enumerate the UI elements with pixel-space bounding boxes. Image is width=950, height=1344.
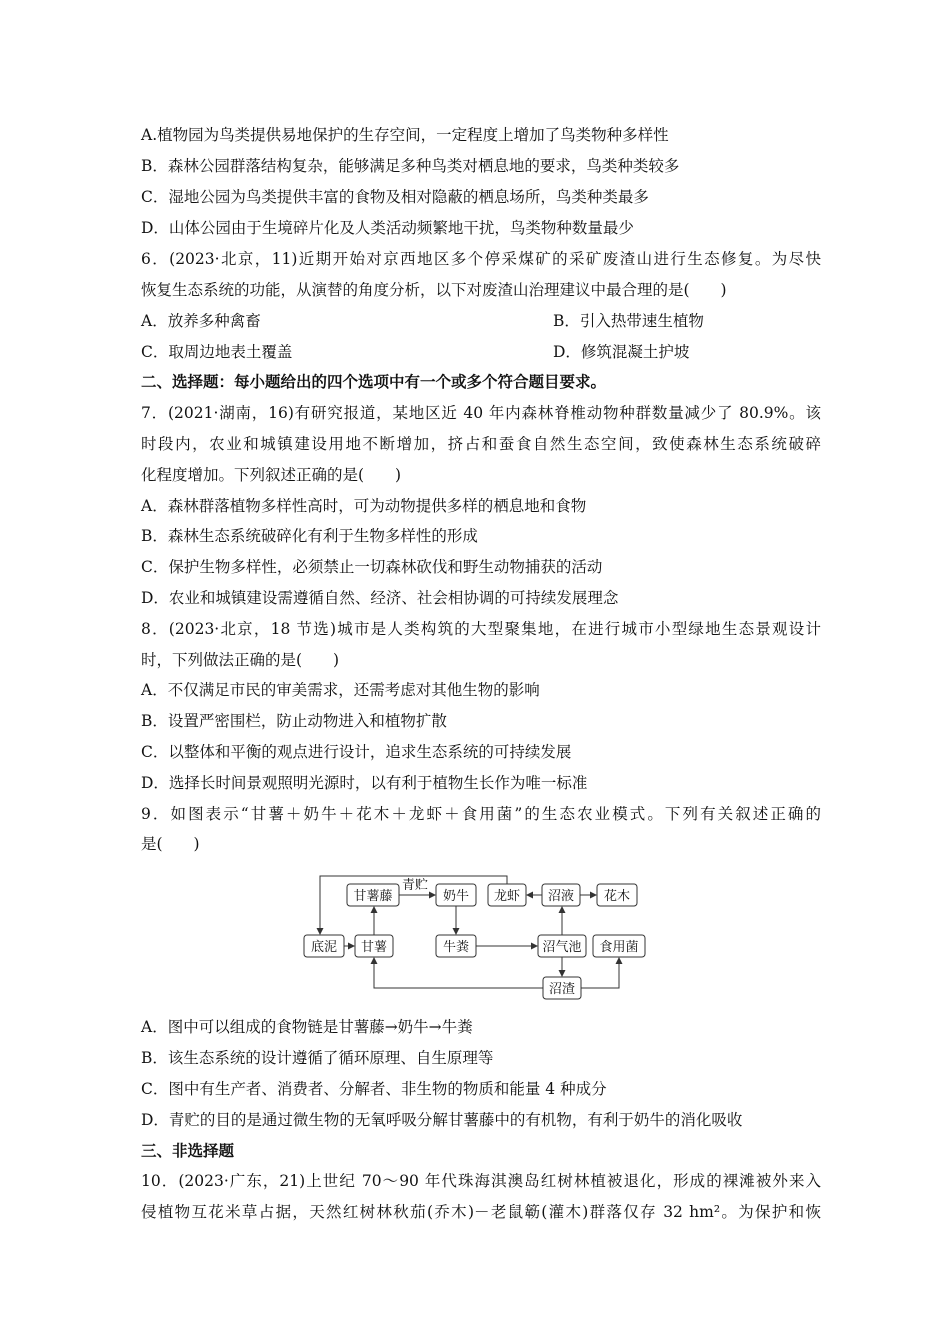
q9-stem-line1: 9．如图表示“甘薯＋奶牛＋花木＋龙虾＋食用菌”的生态农业模式。下列有关叙述正确的 — [141, 805, 821, 823]
edge-zhaozha-ganshu — [374, 958, 543, 988]
svg-text:甘薯: 甘薯 — [360, 940, 388, 955]
node-zhaoqichi — [538, 935, 586, 957]
q8-option-d: D．选择长时间景观照明光源时，以有利于植物生长作为唯一标准 — [141, 774, 588, 792]
svg-text:花木: 花木 — [603, 889, 631, 904]
node-ganshu — [355, 935, 393, 957]
q7-stem-line3: 化程度增加。下列叙述正确的是( ) — [141, 466, 402, 484]
q7-option-b: B．森林生态系统破碎化有利于生物多样性的形成 — [141, 527, 478, 545]
node-longxia — [488, 884, 526, 906]
svg-text:甘薯藤: 甘薯藤 — [353, 889, 393, 904]
q6-option-a: A．放养多种禽畜 — [141, 312, 261, 330]
edge-zhaozha-shiyongjun — [581, 958, 619, 988]
q10-stem-line2: 侵植物互花米草占据，天然红树林秋茄(乔木)－老鼠簕(灌木)群落仅存 32 hm²。为保护和恢 — [141, 1203, 821, 1221]
svg-text:奶牛: 奶牛 — [442, 889, 470, 904]
q8-stem-line2: 时，下列做法正确的是( ) — [141, 651, 340, 669]
node-shiyongjun — [593, 935, 645, 957]
q6-stem-line1: 6．(2023·北京，11)近期开始对京西地区多个停采煤矿的采矿废渣山进行生态修复。为尽快 — [141, 250, 821, 268]
svg-text:底泥: 底泥 — [310, 940, 338, 955]
q8-option-c: C．以整体和平衡的观点进行设计，追求生态系统的可持续发展 — [141, 743, 572, 761]
q6-option-c: C．取周边地表土覆盖 — [141, 343, 293, 361]
q5-option-c: C．湿地公园为鸟类提供丰富的食物及相对隐蔽的栖息场所，鸟类种类最多 — [141, 188, 649, 206]
q7-option-a: A．森林群落植物多样性高时，可为动物提供多样的栖息地和食物 — [141, 497, 587, 515]
q8-option-a: A．不仅满足市民的审美需求，还需考虑对其他生物的影响 — [141, 681, 540, 699]
eco-agriculture-diagram — [300, 872, 660, 1004]
q5-option-a: A.植物园为鸟类提供易地保护的生存空间，一定程度上增加了鸟类物种多样性 — [141, 126, 669, 144]
q7-stem-line2: 时段内，农业和城镇建设用地不断增加，挤占和蚕食自然生态空间，致使森林生态系统破碎 — [141, 435, 821, 453]
q9-stem-line2: 是( ) — [141, 835, 200, 853]
section-3-heading: 三、非选择题 — [141, 1141, 235, 1160]
q10-stem-line1: 10．(2023·广东，21)上世纪 70～90 年代珠海淇澳岛红树林植被退化，形成的裸滩被外来入 — [141, 1172, 821, 1190]
q9-option-b: B．该生态系统的设计遵循了循环原理、自生原理等 — [141, 1049, 494, 1067]
node-ganshuteng — [347, 884, 399, 906]
svg-text:食用菌: 食用菌 — [599, 940, 639, 955]
svg-text:沼液: 沼液 — [547, 889, 575, 904]
q6-options-row1 — [141, 310, 821, 332]
q8-stem-line1: 8．(2023·北京，18 节选)城市是人类构筑的大型聚集地，在进行城市小型绿地生态景观设计 — [141, 620, 821, 638]
q8-option-b: B．设置严密围栏，防止动物进入和植物扩散 — [141, 712, 447, 730]
q7-stem-line1: 7．(2021·湖南，16)有研究报道，某地区近 40 年内森林脊椎动物种群数量减少了 80.9%。该 — [141, 404, 821, 422]
q5-option-d: D．山体公园由于生境碎片化及人类活动频繁地干扰，鸟类物种数量最少 — [141, 219, 634, 237]
svg-text:沼气池: 沼气池 — [542, 940, 582, 955]
label-qingzhu: 青贮 — [401, 878, 429, 893]
q9-option-a: A．图中可以组成的食物链是甘薯藤→奶牛→牛粪 — [141, 1018, 473, 1036]
node-zhaoye — [542, 884, 580, 906]
q6-stem-line2: 恢复生态系统的功能，从演替的角度分析，以下对废渣山治理建议中最合理的是( ) — [141, 281, 727, 299]
q7-option-d: D．农业和城镇建设需遵循自然、经济、社会相协调的可持续发展理念 — [141, 589, 619, 607]
svg-text:牛粪: 牛粪 — [442, 940, 470, 955]
section-2-heading: 二、选择题：每小题给出的四个选项中有一个或多个符合题目要求。 — [141, 372, 607, 391]
svg-text:龙虾: 龙虾 — [493, 889, 521, 904]
q6-options-row2 — [141, 341, 821, 363]
node-niu — [436, 884, 476, 906]
q9-option-c: C．图中有生产者、消费者、分解者、非生物的物质和能量 4 种成分 — [141, 1080, 607, 1098]
q6-option-b: B．引入热带速生植物 — [553, 312, 704, 330]
node-niufen — [436, 935, 476, 957]
node-dini — [304, 935, 344, 957]
q9-option-d: D．青贮的目的是通过微生物的无氧呼吸分解甘薯藤中的有机物，有利于奶牛的消化吸收 — [141, 1111, 743, 1129]
q7-option-c: C．保护生物多样性，必须禁止一切森林砍伐和野生动物捕获的活动 — [141, 558, 603, 576]
node-zhaozha — [543, 977, 581, 999]
svg-text:沼渣: 沼渣 — [548, 982, 576, 997]
q5-option-b: B．森林公园群落结构复杂，能够满足多种鸟类对栖息地的要求，鸟类种类较多 — [141, 157, 680, 175]
q6-option-d: D．修筑混凝土护坡 — [553, 343, 690, 361]
node-huamu — [597, 884, 637, 906]
